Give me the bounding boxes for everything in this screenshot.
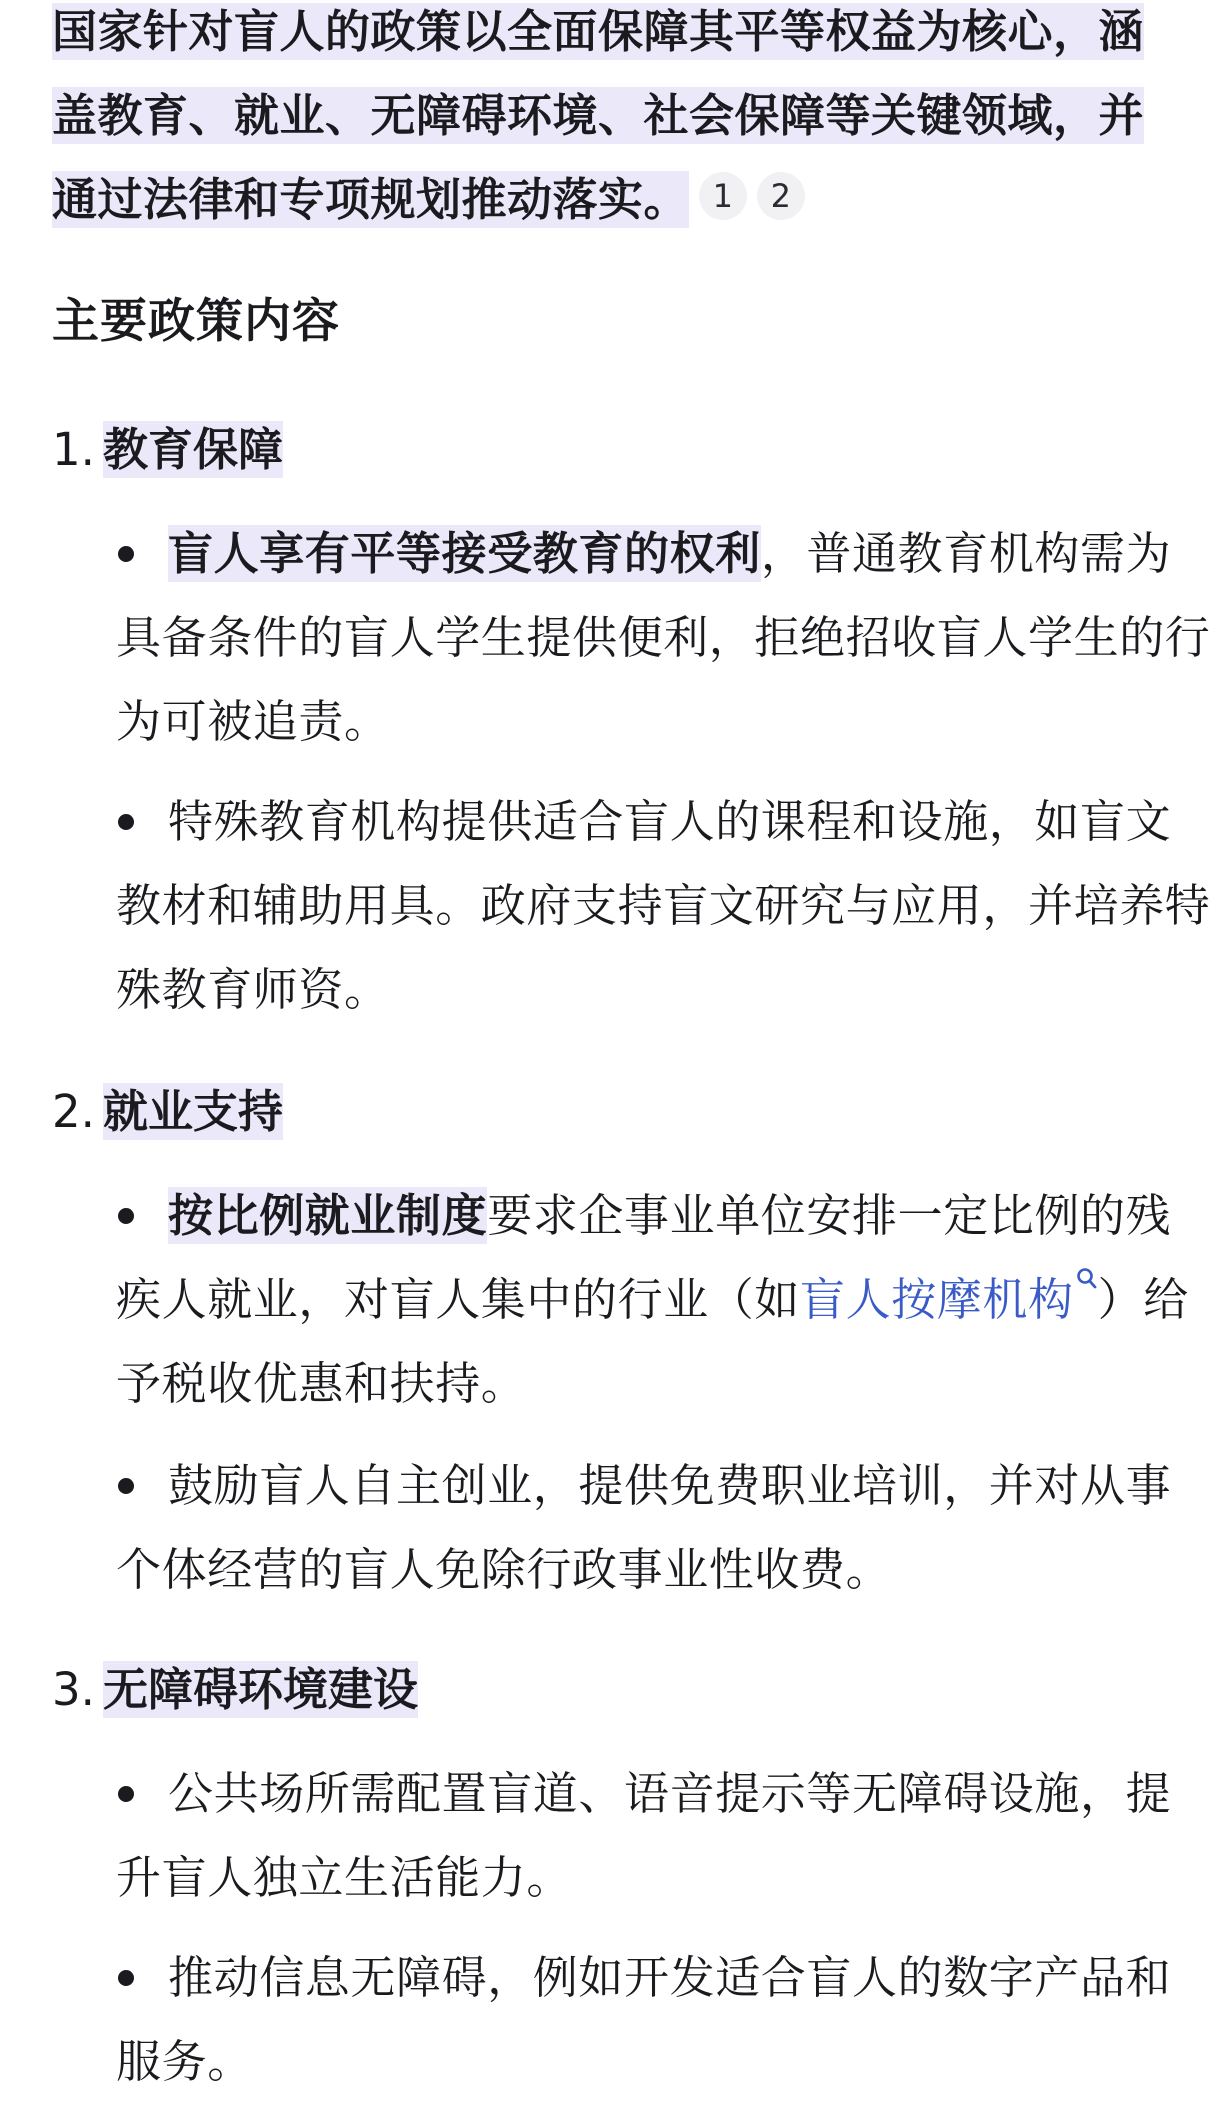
intro-text: 国家针对盲人的政策以全面保障其平等权益为核心，涵盖教育、就业、无障碍环境、社会保障等关键领域，并通过法律和专项规划推动落实。 <box>52 5 1145 226</box>
section-1-title: 教育保障 <box>102 423 283 476</box>
section-1-heading <box>52 420 283 480</box>
bullet-text: 鼓励盲人自主创业，提供免费职业培训，并对从事个体经营的盲人免除行政事业性收费。 <box>116 1459 1172 1596</box>
list-item <box>116 1444 1216 1612</box>
bullet-text: 特殊教育机构提供适合盲人的课程和设施，如盲文教材和辅助用具。政府支持盲文研究与应用，并培养特殊教育师资。 <box>116 795 1211 1016</box>
section-title: 主要政策内容 <box>52 294 340 349</box>
bullet-text: 公共场所需配置盲道、语音提示等无障碍设施，提升盲人独立生活能力。 <box>116 1767 1172 1904</box>
bullet-text: 推动信息无障碍，例如开发适合盲人的数字产品和服务。 <box>116 1951 1172 2088</box>
section-2-heading <box>52 1082 283 1142</box>
section-1-number: 1. <box>52 423 95 476</box>
bullet-bold-text: 按比例就业制度 <box>168 1189 488 1242</box>
bullet-dot <box>118 1478 134 1494</box>
bullet-bold-text: 盲人享有平等接受教育的权利 <box>168 527 761 580</box>
bullet-dot <box>118 814 134 830</box>
bullet-text-after-link: ）给予税收优惠和扶持。 <box>116 1273 1189 1410</box>
bullet-dot <box>118 546 134 562</box>
section-3-title: 无障碍环境建设 <box>102 1663 418 1716</box>
intro-paragraph <box>52 0 1182 242</box>
list-item <box>116 780 1216 1032</box>
citation-1[interactable]: 1 <box>699 172 747 220</box>
massage-institution-link[interactable]: 盲人按摩机构 <box>800 1273 1074 1326</box>
list-item <box>116 1936 1216 2104</box>
bullet-text: ，普通教育机构需为具备条件的盲人学生提供便利，拒绝招收盲人学生的行为可被追责。 <box>116 527 1211 748</box>
search-icon[interactable] <box>1076 1267 1098 1297</box>
list-item <box>116 512 1216 764</box>
bullet-dot <box>118 1970 134 1986</box>
section-3-heading <box>52 1660 418 1720</box>
list-item <box>116 1752 1216 1920</box>
section-2-title: 就业支持 <box>102 1085 283 1138</box>
bullet-dot <box>118 1786 134 1802</box>
section-3-number: 3. <box>52 1663 95 1716</box>
list-item <box>116 1174 1216 1426</box>
bullet-text-before-link: 要求企事业单位安排一定比例的残疾人就业，对盲人集中的行业（如 <box>116 1189 1172 1326</box>
bullet-dot <box>118 1208 134 1224</box>
section-2-number: 2. <box>52 1085 95 1138</box>
citation-2[interactable]: 2 <box>757 172 805 220</box>
